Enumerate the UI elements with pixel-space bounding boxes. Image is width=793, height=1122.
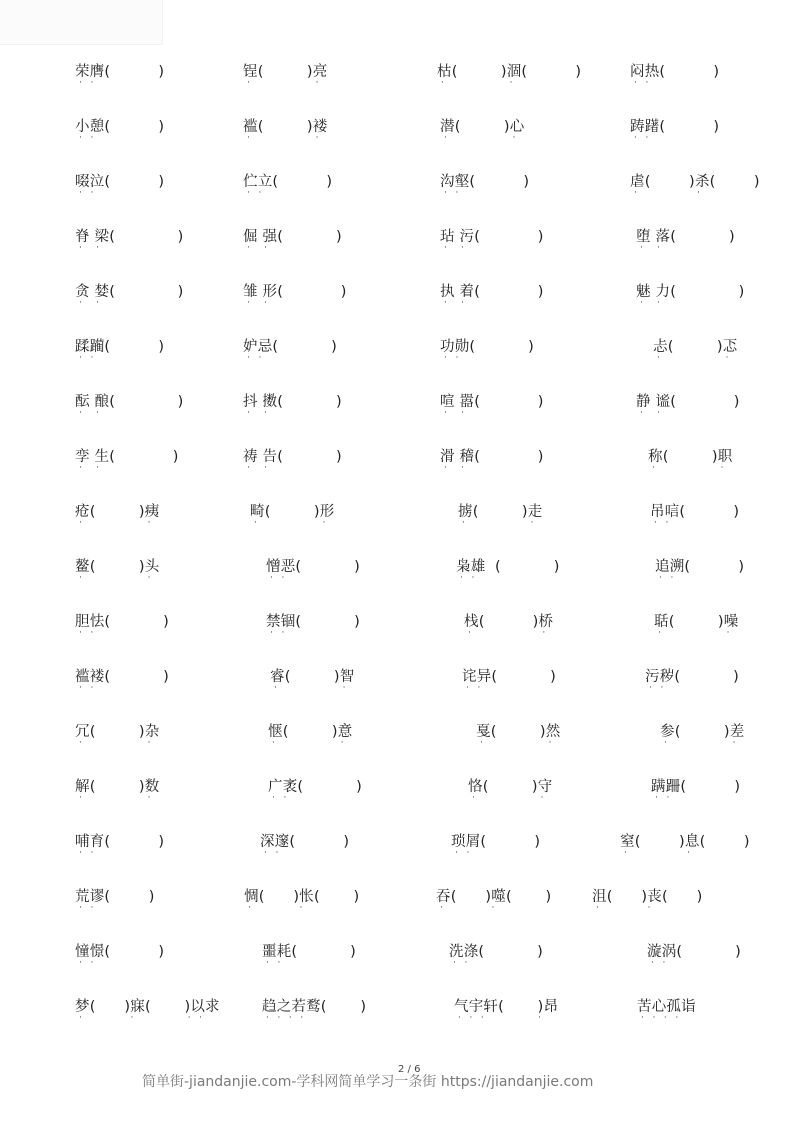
vocab-item: 枭雄 ( ) <box>456 559 560 575</box>
emphasis-dots: · · <box>272 793 364 803</box>
emphasis-dots: · · <box>444 133 525 143</box>
emphasis-dots: · · <box>79 518 160 528</box>
vocab-row <box>0 667 793 695</box>
emphasis-dots: · · <box>274 683 355 693</box>
emphasis-dots: · · <box>634 133 720 143</box>
vocab-item: 功勋( ) <box>440 339 535 355</box>
vocab-item: 广袤( ) <box>268 779 363 795</box>
vocab-item: 吞( )噬( ) <box>436 889 552 905</box>
vocab-item: 戛( )然 <box>476 724 561 740</box>
vocab-item: 苦心孤诣 <box>637 999 696 1015</box>
vocab-row <box>0 777 793 805</box>
emphasis-dots: · · <box>79 188 165 198</box>
emphasis-dots: · · <box>441 78 585 88</box>
emphasis-dots: · · <box>453 958 545 968</box>
vocab-item: 妒忌( ) <box>243 339 338 355</box>
emphasis-dots: · · <box>444 188 530 198</box>
emphasis-dots: · · <box>444 243 547 253</box>
emphasis-dots: · · <box>640 298 749 308</box>
vocab-item: 啜泣( ) <box>75 174 165 190</box>
vocab-item: 褴褛( ) <box>75 669 170 685</box>
vocab-item: 祷 告( ) <box>243 449 342 465</box>
vocab-item: 污秽( ) <box>645 669 740 685</box>
vocab-item: 小憩( ) <box>75 119 165 135</box>
emphasis-dots: · · <box>640 408 743 418</box>
vocab-item: 哺育( ) <box>75 834 165 850</box>
emphasis-dots: · · <box>79 463 182 473</box>
vocab-item: 踌躇( ) <box>630 119 720 135</box>
emphasis-dots: · · <box>79 683 171 693</box>
emphasis-dots: · · <box>664 738 745 748</box>
emphasis-dots: · · <box>247 243 345 253</box>
vocab-item: 荣膺( ) <box>75 64 165 80</box>
emphasis-dots: · · · · <box>266 1013 358 1023</box>
emphasis-dots: · · <box>640 243 738 253</box>
vocab-item: 掳( )走 <box>458 504 543 520</box>
emphasis-dots: · · <box>247 408 345 418</box>
emphasis-dots: · · <box>79 793 160 803</box>
vocab-item: 聒( )噪 <box>654 614 739 630</box>
vocab-item: 静 谧( ) <box>636 394 740 410</box>
emphasis-dots: · · <box>468 628 554 638</box>
vocab-item: 梦( )寐( )以求 <box>75 999 220 1015</box>
vocab-item: 栈( )桥 <box>464 614 554 630</box>
emphasis-dots: · · <box>444 408 547 418</box>
emphasis-dots: · · <box>247 353 339 363</box>
emphasis-dots: · · <box>624 848 750 858</box>
vocab-item: 蹒跚( ) <box>651 779 741 795</box>
emphasis-dots: · · <box>472 793 553 803</box>
emphasis-dots: · · <box>634 188 760 198</box>
vocab-item: 琐屑( ) <box>451 834 541 850</box>
vocab-item: 窒( )息( ) <box>620 834 750 850</box>
vocab-item: 解( )数 <box>75 779 160 795</box>
emphasis-dots: · · <box>444 463 547 473</box>
emphasis-dots: · · <box>455 848 541 858</box>
vocab-item: 魅 力( ) <box>636 284 745 300</box>
emphasis-dots: · · <box>444 353 536 363</box>
vocab-item: 睿( )智 <box>270 669 355 685</box>
vocab-row <box>0 557 793 585</box>
emphasis-dots: · · <box>462 518 543 528</box>
vocab-row <box>0 447 793 475</box>
vocab-item: 惆( )怅( ) <box>244 889 360 905</box>
emphasis-dots: · · <box>440 903 549 913</box>
emphasis-dots: · · <box>460 573 563 583</box>
emphasis-dots: · · · · <box>641 1013 687 1023</box>
emphasis-dots: · · <box>247 78 328 88</box>
emphasis-dots: · · <box>270 573 362 583</box>
vocab-item: 漩涡( ) <box>647 944 742 960</box>
vocab-item: 喧 嚣( ) <box>440 394 544 410</box>
vocab-row <box>0 117 793 145</box>
vocab-item: 吊唁( ) <box>650 504 740 520</box>
emphasis-dots: · · <box>79 353 165 363</box>
footer-watermark-text: 简单街-jiandanjie.com-学科网简单学习一条街 https://jiandanjie.com <box>142 1074 594 1090</box>
emphasis-dots: · · <box>272 738 353 748</box>
vocab-item: 枯( )涸( ) <box>437 64 582 80</box>
vocab-item: 蹂躏( ) <box>75 339 165 355</box>
emphasis-dots: · · <box>79 573 160 583</box>
emphasis-dots: · · <box>658 628 739 638</box>
emphasis-dots: · · <box>649 683 741 693</box>
vocab-item: 褴( )褛 <box>243 119 328 135</box>
vocab-item: 称( )职 <box>648 449 733 465</box>
emphasis-dots: · · <box>266 958 358 968</box>
vocab-row <box>0 887 793 915</box>
vocab-item: 酝 酿( ) <box>75 394 184 410</box>
vocab-row <box>0 997 793 1025</box>
vocab-item: 惬( )意 <box>268 724 353 740</box>
vocab-item: 倔 强( ) <box>243 229 342 245</box>
vocab-row <box>0 612 793 640</box>
vocab-item: 脊 梁( ) <box>75 229 184 245</box>
vocab-item: 憎恶( ) <box>266 559 361 575</box>
emphasis-dots: · · · · <box>458 1013 550 1023</box>
vocab-row <box>0 722 793 750</box>
vocab-item: 抖 擞( ) <box>243 394 342 410</box>
emphasis-dots: · · <box>79 738 160 748</box>
vocab-row <box>0 172 793 200</box>
emphasis-dots: · · <box>247 188 333 198</box>
emphasis-dots: · · <box>634 78 720 88</box>
emphasis-dots: · · <box>655 793 741 803</box>
emphasis-dots: · · <box>654 518 740 528</box>
emphasis-dots: · · <box>444 298 547 308</box>
emphasis-dots: · · <box>247 463 345 473</box>
vocab-item: 冗( )杂 <box>75 724 160 740</box>
vocab-row <box>0 832 793 860</box>
vocab-item: 胆怯( ) <box>75 614 170 630</box>
vocab-item: 滑 稽( ) <box>440 449 544 465</box>
vocab-item: 孪 生( ) <box>75 449 179 465</box>
vocab-row <box>0 62 793 90</box>
emphasis-dots: · · <box>248 903 357 913</box>
emphasis-dots: · · <box>480 738 561 748</box>
vocab-item: 鳌( )头 <box>75 559 160 575</box>
emphasis-dots: · · <box>652 463 733 473</box>
emphasis-dots: · · <box>651 958 743 968</box>
vocab-item: 贪 婪( ) <box>75 284 184 300</box>
emphasis-dots: · · <box>79 848 165 858</box>
emphasis-dots: · · <box>596 903 699 913</box>
emphasis-dots: · · <box>79 133 165 143</box>
vocab-item: 虐( )杀( ) <box>630 174 760 190</box>
vocab-row <box>0 502 793 530</box>
vocab-item: 玷 污( ) <box>440 229 544 245</box>
emphasis-dots: · · <box>247 133 328 143</box>
emphasis-dots: · · <box>79 903 154 913</box>
emphasis-dots: · · <box>79 408 188 418</box>
vocab-item: 诧异( ) <box>462 669 557 685</box>
emphasis-dots: · · <box>79 298 188 308</box>
emphasis-dots: · · <box>466 683 558 693</box>
emphasis-dots: · · <box>79 958 165 968</box>
emphasis-dots: · · <box>270 628 362 638</box>
vocab-item: 参( )差 <box>660 724 745 740</box>
vocab-item: 追溯( ) <box>655 559 745 575</box>
vocab-item: 畸( )形 <box>250 504 335 520</box>
emphasis-dots: · · <box>79 78 165 88</box>
emphasis-dots: · · <box>254 518 335 528</box>
vocab-item: 雏 形( ) <box>243 284 347 300</box>
vocab-item: 趋之若鹜( ) <box>262 999 367 1015</box>
vocab-item: 噩耗( ) <box>262 944 357 960</box>
vocab-item: 恪( )守 <box>468 779 553 795</box>
page-number: 2 / 6 <box>398 1064 421 1075</box>
vocab-item: 潜( )心 <box>440 119 525 135</box>
vocab-item: 锃( )亮 <box>243 64 328 80</box>
emphasis-dots: · · <box>247 298 350 308</box>
vocab-item: 疮( )痍 <box>75 504 160 520</box>
emphasis-dots: · · <box>659 573 745 583</box>
vocab-item: 荒谬( ) <box>75 889 155 905</box>
vocab-row <box>0 942 793 970</box>
vocab-item: 闷热( ) <box>630 64 720 80</box>
vocab-item: 深邃( ) <box>260 834 350 850</box>
vocab-item: 沟壑( ) <box>440 174 530 190</box>
vocab-item: 堕 落( ) <box>636 229 735 245</box>
vocab-row <box>0 227 793 255</box>
vocab-item: 执 着( ) <box>440 284 544 300</box>
emphasis-dots: · · <box>264 848 350 858</box>
vocab-row <box>0 282 793 310</box>
vocab-item: 伫立( ) <box>243 174 333 190</box>
vocab-item: 禁锢( ) <box>266 614 361 630</box>
vocab-item: 洗涤( ) <box>449 944 544 960</box>
vocab-row <box>0 337 793 365</box>
emphasis-dots: · · <box>657 353 738 363</box>
vocab-item: 气宇轩( )昂 <box>454 999 559 1015</box>
vocab-row <box>0 392 793 420</box>
vocab-item: 忐( )忑 <box>653 339 738 355</box>
corner-header-mark <box>0 0 163 45</box>
emphasis-dots: · · · · <box>79 1013 211 1023</box>
emphasis-dots: · · <box>79 628 171 638</box>
vocab-item: 沮( )丧( ) <box>592 889 703 905</box>
vocab-item: 憧憬( ) <box>75 944 165 960</box>
emphasis-dots: · · <box>79 243 188 253</box>
